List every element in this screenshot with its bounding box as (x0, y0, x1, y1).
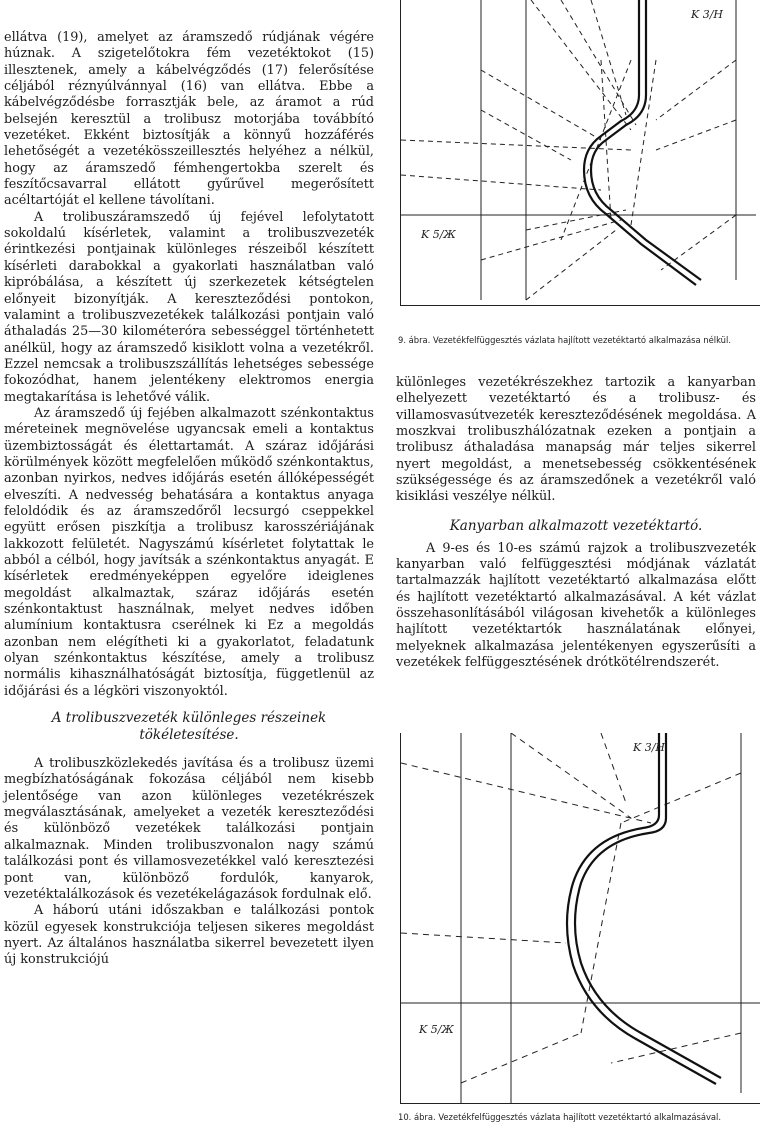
paragraph: A 9-es és 10-es számú rajzok a trolibuszvezeték kanyarban való felfüggesztési módjának vázlatát tartalmazzák hajlított vezetéktartó alkalmazása előtt és hajlított vezetéktartó alkalmazásával. A két vázlat összehasonlításából világosan kivehetők a különleges hajlított vezetéktartók használatának előnyei, melyeknek alkalmazása jelentékenyen egyszerűsíti a vezetékek felfüggesztésének drótkötélrendszerét. (396, 540, 756, 671)
figure-10-caption: 10. ábra. Vezetékfelfüggesztés vázlata hajlított vezetéktartó alkalmazásával. (398, 1112, 722, 1122)
figure-10 (400, 733, 760, 1104)
paragraph: A trolibuszközlekedés javítása és a trolibusz üzemi megbízhatóságának fokozása céljából nem kisebb jelentősége van azon különleges vezetékrészek megválasztásának, amelyeket a vezeték kereszteződési és különböző vezetékek találkozási pontjain alkalmaznak. Minden trolibuszvonalon nagy számú találkozási pont és villamosvezetékkel való keresztezési pont van, különböző fordulók, kanyarok, vezetéktalálkozások és vezetékelágazások fordulnak elő. (4, 756, 374, 902)
paragraph: különleges vezetékrészekhez tartozik a kanyarban elhelyezett vezetéktartó és a trolibusz- és villamosvasútvezeték kereszteződésének megoldása. A moszkvai trolibuszhálózatnak ezeken a pontjain a trolibusz áthaladása manapság már teljes sikerrel nyert megoldást, a menetsebesség csökkentésének szükségessége és az áramszedőnek a vezetékről való kisiklási veszélye nélkül. (396, 375, 756, 505)
overhead-wire-diagram-with-curved-holder (401, 733, 760, 1103)
left-column (4, 30, 374, 969)
section-heading: Kanyarban alkalmazott vezetéktartó. (449, 517, 703, 534)
section-heading: A trolibuszvezeték különleges részeinek tökéletesítése. (51, 710, 327, 744)
label-k3h: K 3/H (691, 8, 724, 21)
paragraph: ellátva (19), amelyet az áramszedő rúdjának végére húznak. A szigetelőtokra fém vezetéktokot (15) illesztenek, amely a kábelvégződés (17) felerősítése céljából réznyúlvánnyal (16) van ellátva. Ebbe a kábelvégződésbe forrasztják bele, az áramot a rúd belsején keresztül a trolibusz motorjába továbbító vezetéket. Ekként biztosítják a könnyű hozzáférés lehetőségét a vezetékösszeillesztés helyéhez a nélkül, hogy az áramszedő fémhengertokba szerelt és feszítőcsavarral ellátott gyűrűvel megerősített acéltartóját el kellene távolítani. (4, 30, 374, 209)
paragraph: A trolibuszáramszedő új fejével lefolytatott sokoldalú kísérletek, valamint a trolibuszvezeték érintkezési pontjainak különleges részeiből készített kísérleti darabokkal a gyakorlati használatban való kipróbálása, a készített új szerkezetek kétségtelen előnyeit bizonyítják. A kereszteződési pontokon, valamint a trolibuszvezetékek találkozási pontjain való áthaladás 25—30 kilométeróra sebességgel történhetett anélkül, hogy az áramszedő kisiklott volna a vezetékről. Ezzel nemcsak a trolibuszszállítás lehetséges sebessége fokozódhat, hanem jelentékeny elektromos energia megtakarítása is lehetővé válik. (4, 209, 374, 405)
paragraph: A háború utáni időszakban e találkozási pontok közül egyesek konstrukciója teljesen sikeres megoldást nyert. Az általános használatba sikerrel bevezetett ilyen új konstrukciójú (4, 903, 374, 968)
paragraph: Az áramszedő új fejében alkalmazott szénkontaktus méreteinek megnövelése ugyancsak emeli a kontaktus üzembiztosságát és élettartamát. A száraz időjárási körülmények között megfelelően működő szénkontaktus, azonban nyirkos, nedves időjárás esetén állóképességét elveszíti. A nedvesség behatására a kontaktus anyaga feloldódik és az áramszedőről lecsurgó cseppekkel együtt erősen piszkítja a trolibusz karosszériájának lakkozott felületét. Nagyszámú kísérletet folytattak le abból a célból, hogy javítsák a szénkontaktus anyagát. E kísérletek eredményeképpen egyelőre ideiglenes megoldást alkalmaztak, száraz időjárás esetén szénkontaktust használnak, melyet nedves időben alumínium kontaktusra cserélnek ki Ez a megoldás azonban nem elégítheti ki a gyakorlatot, feladatunk olyan szénkontaktus készítése, amely a trolibusz normális kihasználhatóságát biztosítja, függetlenül az időjárási és a légköri viszonyoktól. (4, 405, 374, 699)
label-k3h: K 3/H (633, 741, 666, 754)
figure-9 (400, 0, 760, 306)
label-k5zh: K 5/Ж (419, 1023, 454, 1036)
overhead-wire-diagram (401, 0, 760, 305)
right-column (396, 375, 756, 672)
label-k5zh: K 5/Ж (421, 228, 456, 241)
figure-9-caption: 9. ábra. Vezetékfelfüggesztés vázlata hajlított vezetéktartó alkalmazása nélkül. (398, 335, 731, 345)
